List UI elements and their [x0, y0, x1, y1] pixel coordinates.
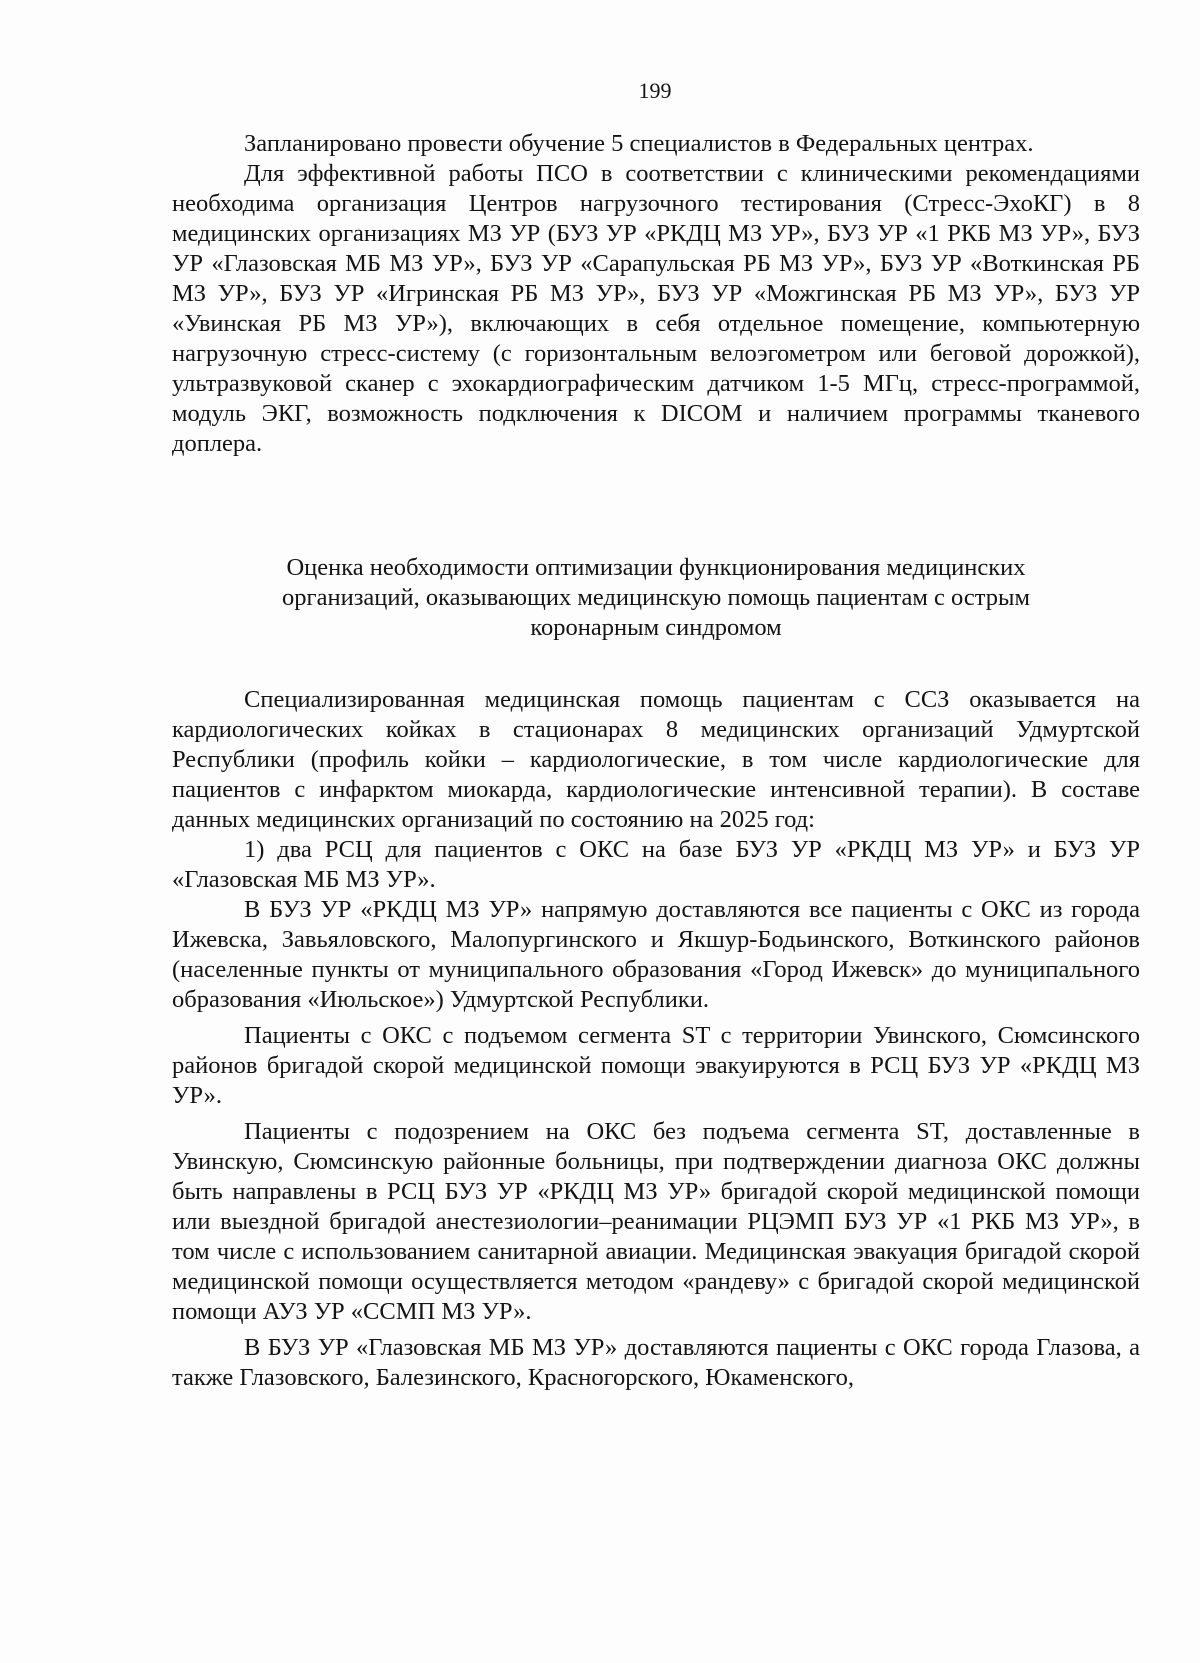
- section-heading-line: Оценка необходимости оптимизации функционирования медицинских: [286, 554, 1026, 581]
- paragraph-specialized-care: Специализированная медицинская помощь пациентам с ССЗ оказывается на кардиологических койках в стационарах 8 медицинских организаций Удмуртской Республики (профиль койки – кардиологические, в том числе кардиологические для пациентов с инфарктом миокарда, кардиологические интенсивной терапии). В составе данных медицинских организаций по состоянию на 2025 год:: [172, 686, 1140, 833]
- paragraph-glazov-delivery: В БУЗ УР «Глазовская МБ МЗ УР» доставляются пациенты с ОКС города Глазова, а также Глазовского, Балезинского, Красногорского, Юкаменского,: [172, 1334, 1140, 1391]
- intro-text-block: [172, 129, 1140, 459]
- section-text-block: [172, 685, 1140, 1393]
- paragraph-list-item-rsc: 1) два РСЦ для пациентов с ОКС на базе БУЗ УР «РКДЦ МЗ УР» и БУЗ УР «Глазовская МБ МЗ УР».: [172, 836, 1140, 893]
- paragraph-st-elevation: Пациенты с ОКС с подъемом сегмента ST с территории Увинского, Сюмсинского районов бригадой скорой медицинской помощи эвакуируются в РСЦ БУЗ УР «РКДЦ МЗ УР».: [172, 1022, 1140, 1109]
- paragraph-nste-acs: Пациенты с подозрением на ОКС без подъема сегмента ST, доставленные в Увинскую, Сюмсинскую районные больницы, при подтверждении диагноза ОКС должны быть направлены в РСЦ БУЗ УР «РКДЦ МЗ УР» бригадой скорой медицинской помощи или выездной бригадой анестезиологии–реанимации РЦЭМП БУЗ УР «1 РКБ МЗ УР», в том числе с использованием санитарной авиации. Медицинская эвакуация бригадой скорой медицинской помощи осуществляется методом «рандеву» с бригадой скорой медицинской помощи АУЗ УР «ССМП МЗ УР».: [172, 1118, 1140, 1325]
- paragraph-training-plan: Запланировано провести обучение 5 специалистов в Федеральных центрах.: [244, 130, 1034, 157]
- section-heading-line: коронарным синдромом: [530, 614, 782, 641]
- page-number: 199: [638, 78, 672, 103]
- paragraph-rkdc-delivery: В БУЗ УР «РКДЦ МЗ УР» напрямую доставляются все пациенты с ОКС из города Ижевска, Завьяловского, Малопургинского и Якшур-Бодьинского, Воткинского районов (населенные пункты от муниципального образования «Город Ижевск» до муниципального образования «Июльское») Удмуртской Республики.: [172, 896, 1140, 1013]
- paragraph-stress-echo-centers: Для эффективной работы ПСО в соответствии с клиническими рекомендациями необходима организация Центров нагрузочного тестирования (Стресс-ЭхоКГ) в 8 медицинских организациях МЗ УР (БУЗ УР «РКДЦ МЗ УР», БУЗ УР «1 РКБ МЗ УР», БУЗ УР «Глазовская МБ МЗ УР», БУЗ УР «Сарапульская РБ МЗ УР», БУЗ УР «Воткинская РБ МЗ УР», БУЗ УР «Игринская РБ МЗ УР», БУЗ УР «Можгинская РБ МЗ УР», БУЗ УР «Увинская РБ МЗ УР»), включающих в себя отдельное помещение, компьютерную нагрузочную стресс-систему (с горизонтальным велоэгометром или беговой дорожкой), ультразвуковой сканер с эхокардиографическим датчиком 1-5 МГц, стресс-программой, модуль ЭКГ, возможность подключения к DICOM и наличием программы тканевого доплера.: [172, 160, 1140, 457]
- section-heading: [172, 553, 1140, 643]
- section-heading-line: организаций, оказывающих медицинскую помощь пациентам с острым: [282, 584, 1030, 611]
